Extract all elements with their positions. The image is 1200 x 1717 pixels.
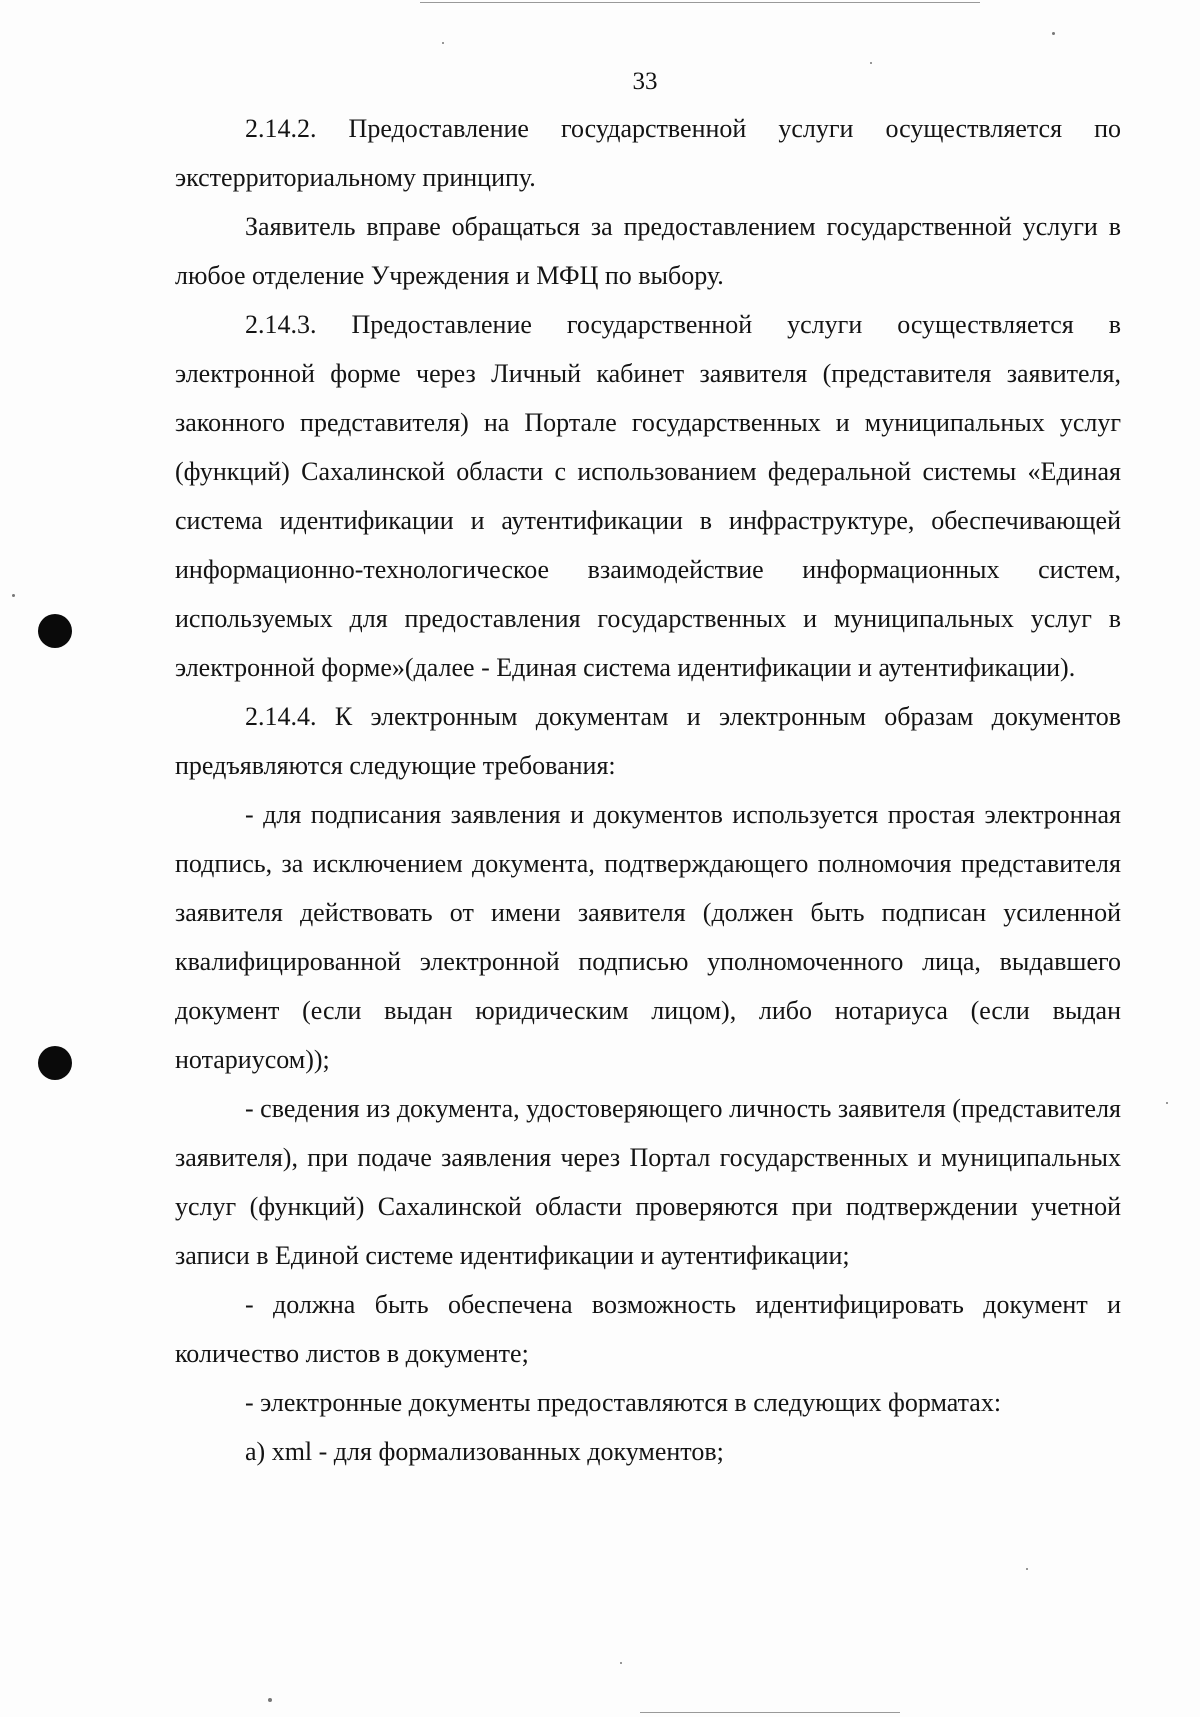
document-body xyxy=(175,104,1121,1476)
scan-speck xyxy=(1052,32,1055,35)
scan-speck xyxy=(870,62,872,64)
scan-speck xyxy=(268,1698,272,1702)
paragraph-format-xml: а) xml - для формализованных документов; xyxy=(245,1437,724,1466)
paragraph-document-identification: - должна быть обеспечена возможность идентифицировать документ и количество листов в документе; xyxy=(175,1290,1121,1368)
scan-speck xyxy=(620,1662,622,1664)
scan-speck xyxy=(12,594,15,597)
page-number: 33 xyxy=(632,68,658,95)
binder-hole xyxy=(38,614,72,648)
paragraph-2-14-3: 2.14.3. Предоставление государственной услуги осуществляется в электронной форме через Личный кабинет заявителя (представителя заявителя, законного представителя) на Портале государственных и муниципальных услуг (функций) Сахалинской области с использованием федеральной системы «Единая система идентификации и аутентификации в инфраструктуре, обеспечивающей информационно-технологическое взаимодействие информационных систем, используемых для предоставления государственных и муниципальных услуг в электронной форме»(далее - Единая система идентификации и аутентификации). xyxy=(175,310,1121,682)
bottom-edge-line xyxy=(640,1712,900,1713)
scan-speck xyxy=(442,42,444,44)
paragraph-formats: - электронные документы предоставляются в следующих форматах: xyxy=(245,1388,1002,1417)
paragraph-applicant-right: Заявитель вправе обращаться за предоставлением государственной услуги в любое отделение Учреждения и МФЦ по выбору. xyxy=(175,212,1121,290)
scan-speck xyxy=(1166,1102,1168,1104)
top-edge-line xyxy=(420,2,980,3)
paragraph-2-14-4: 2.14.4. К электронным документам и электронным образам документов предъявляются следующие требования: xyxy=(175,702,1121,780)
paragraph-identity-verification: - сведения из документа, удостоверяющего личность заявителя (представителя заявителя), при подаче заявления через Портал государственных и муниципальных услуг (функций) Сахалинской области проверяются при подтверждении учетной записи в Единой системе идентификации и аутентификации; xyxy=(175,1094,1121,1270)
binder-hole xyxy=(38,1046,72,1080)
paragraph-2-14-2: 2.14.2. Предоставление государственной услуги осуществляется по экстерриториальному принципу. xyxy=(175,114,1121,192)
paragraph-signature-requirement: - для подписания заявления и документов используется простая электронная подпись, за исключением документа, подтверждающего полномочия представителя заявителя действовать от имени заявителя (должен быть подписан усиленной квалифицированной электронной подписью уполномоченного лица, выдавшего документ (если выдан юридическим лицом), либо нотариуса (если выдан нотариусом)); xyxy=(175,800,1121,1074)
scan-speck xyxy=(1026,1568,1028,1570)
